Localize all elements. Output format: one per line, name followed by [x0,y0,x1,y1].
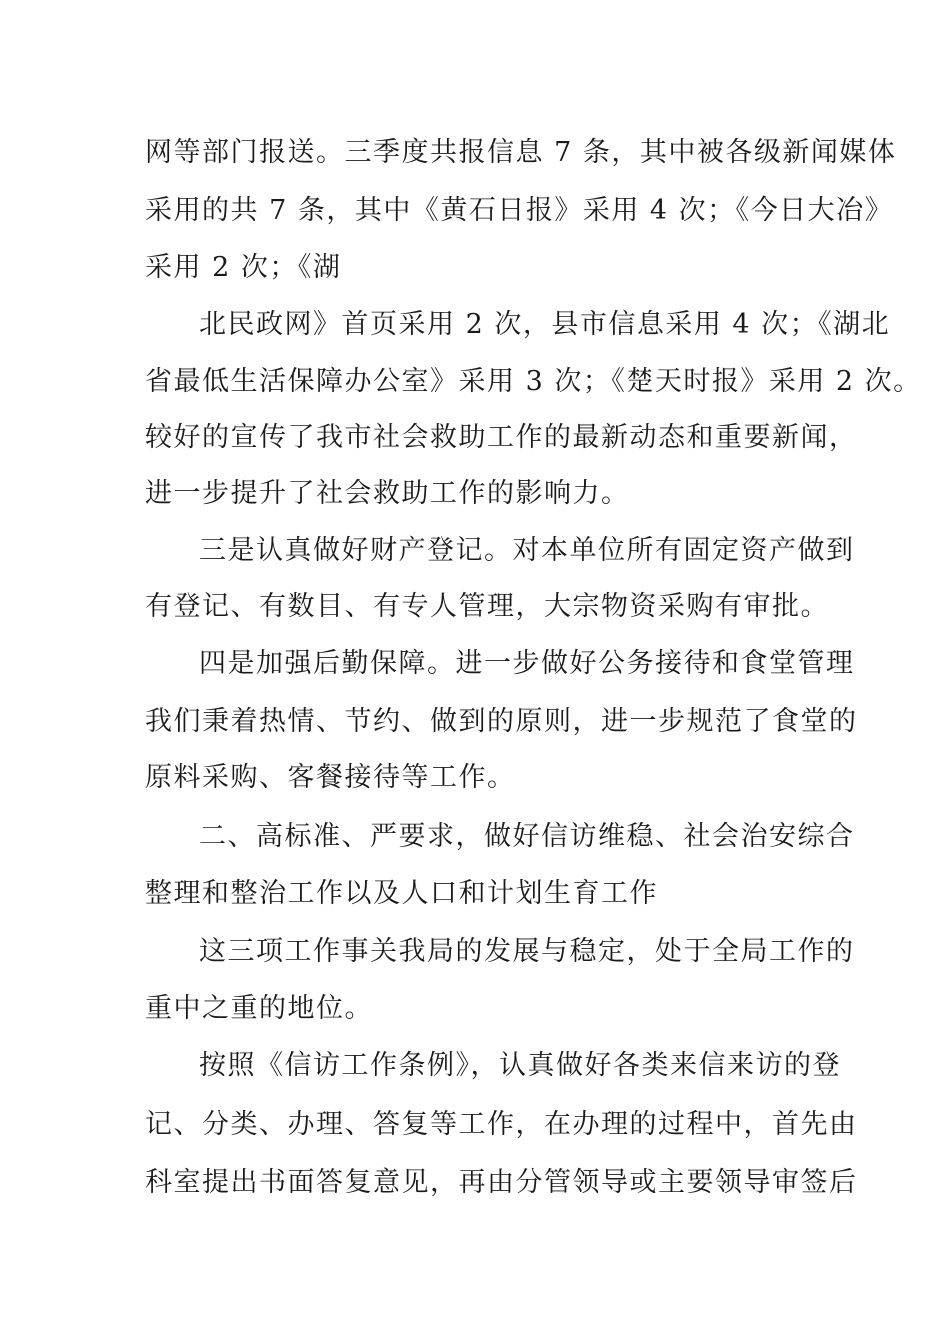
text-line: 按照《信访工作条例》，认真做好各类来信来访的登 [199,1050,841,1081]
text-line: 采用的共 7 条，其中《黄石日报》采用 4 次；《今日大冶》 [145,195,894,226]
text-line: 较好的宣传了我市社会救助工作的最新动态和重要新闻， [145,422,858,453]
text-line: 有登记、有数目、有专人管理，大宗物资采购有审批。 [145,591,829,622]
text-line: 进一步提升了社会救助工作的影响力。 [145,478,630,509]
text-line: 网等部门报送。三季度共报信息 7 条，其中被各级新闻媒体 [145,137,897,168]
text-line: 原料采购、客餐接待等工作。 [145,762,516,793]
text-line: 记、分类、办理、答复等工作，在办理的过程中，首先由 [145,1109,858,1140]
text-line: 三是认真做好财产登记。对本单位所有固定资产做到 [199,535,855,566]
text-line: 省最低生活保障办公室》采用 3 次；《楚天时报》采用 2 次。 [145,366,922,397]
text-line: 北民政网》首页采用 2 次，县市信息采用 4 次；《湖北 [199,309,891,340]
text-line: 二、高标准、严要求，做好信访维稳、社会治安综合 [199,821,855,852]
text-line: 重中之重的地位。 [145,993,373,1024]
text-line: 整理和整治工作以及人口和计划生育工作 [145,878,658,909]
text-line: 这三项工作事关我局的发展与稳定，处于全局工作的 [199,936,855,967]
text-line: 四是加强后勤保障。进一步做好公务接待和食堂管理 [199,648,855,679]
text-line: 科室提出书面答复意见，再由分管领导或主要领导审签后 [145,1167,858,1198]
text-line: 采用 2 次；《湖 [145,252,342,283]
text-line: 我们秉着热情、节约、做到的原则，进一步规范了食堂的 [145,706,858,737]
